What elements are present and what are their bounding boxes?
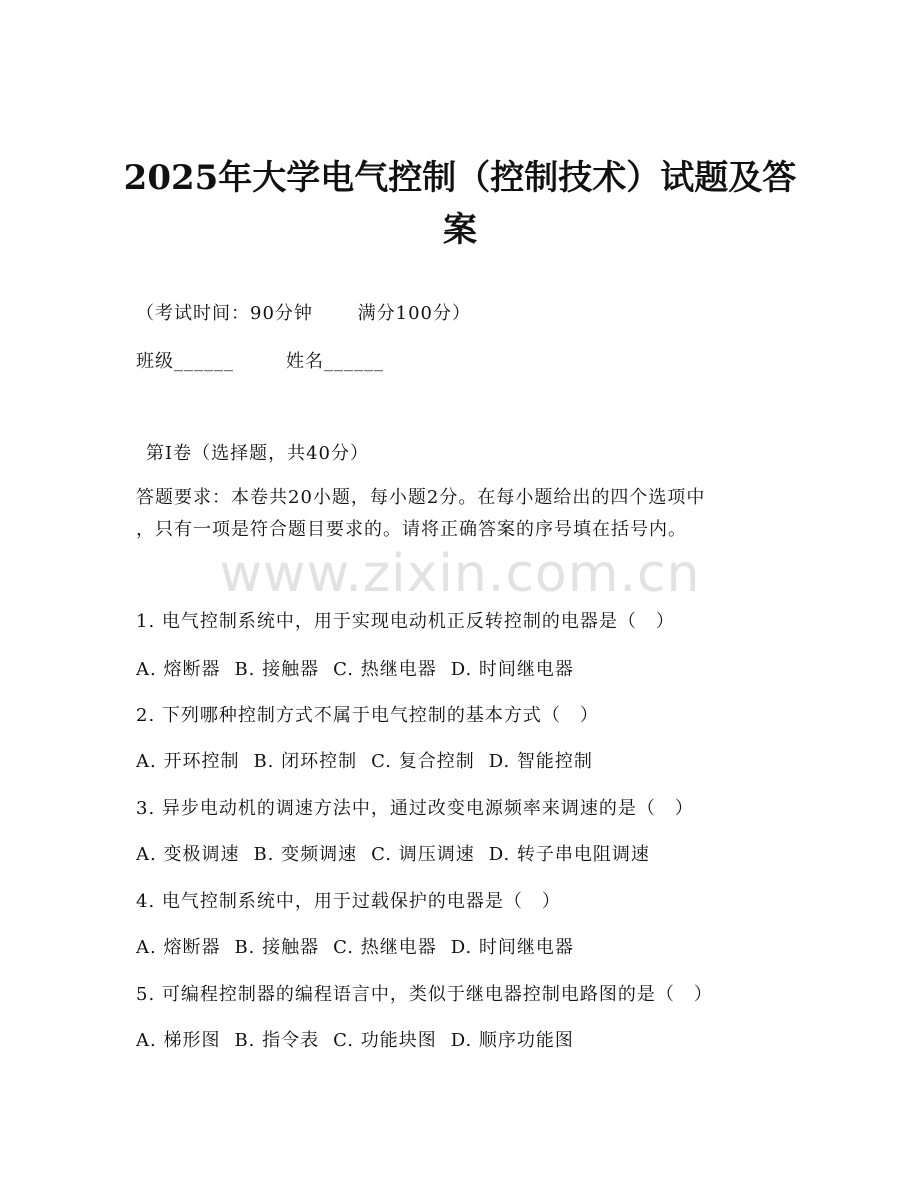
exam-info: （考试时间：90分钟 满分100分） xyxy=(136,303,471,324)
option: A. 变极调速 xyxy=(136,844,240,865)
question-options xyxy=(136,841,650,869)
option: C. 热继电器 xyxy=(333,937,437,958)
option: C. 功能块图 xyxy=(333,1030,437,1051)
option: D. 智能控制 xyxy=(488,751,593,772)
name-field: 姓名______ xyxy=(286,351,384,372)
student-fields xyxy=(136,348,384,376)
question-stem: 4. 电气控制系统中，用于过载保护的电器是（ ） xyxy=(136,891,561,912)
requirement-line-1: 答题要求：本卷共20小题，每小题2分。在每小题给出的四个选项中 xyxy=(136,487,706,508)
question-options xyxy=(136,934,574,962)
question-options xyxy=(136,1027,574,1055)
option: A. 熔断器 xyxy=(136,659,221,680)
document-title xyxy=(100,152,820,256)
option: C. 热继电器 xyxy=(333,659,437,680)
option: B. 指令表 xyxy=(234,1030,320,1051)
option: A. 梯形图 xyxy=(136,1030,221,1051)
class-field: 班级______ xyxy=(136,351,234,372)
option: D. 时间继电器 xyxy=(450,659,574,680)
title-line-2: 案 xyxy=(443,210,477,250)
section-title: 第I卷（选择题，共40分） xyxy=(146,443,370,464)
question-options xyxy=(136,656,574,684)
question-stem: 5. 可编程控制器的编程语言中，类似于继电器控制电路图的是（ ） xyxy=(136,984,713,1005)
option: B. 闭环控制 xyxy=(253,751,358,772)
question-stem: 2. 下列哪种控制方式不属于电气控制的基本方式（ ） xyxy=(136,705,599,726)
option: A. 开环控制 xyxy=(136,751,240,772)
option: C. 复合控制 xyxy=(371,751,475,772)
option: D. 顺序功能图 xyxy=(450,1030,574,1051)
option: B. 接触器 xyxy=(234,937,320,958)
question-options xyxy=(136,748,593,776)
option: B. 变频调速 xyxy=(253,844,358,865)
option: D. 时间继电器 xyxy=(450,937,574,958)
option: D. 转子串电阻调速 xyxy=(488,844,650,865)
question-stem: 3. 异步电动机的调速方法中，通过改变电源频率来调速的是（ ） xyxy=(136,798,694,819)
title-line-1: 2025年大学电气控制（控制技术）试题及答 xyxy=(123,158,797,198)
option: B. 接触器 xyxy=(234,659,320,680)
requirement-line-2: ，只有一项是符合题目要求的。请将正确答案的序号填在括号内。 xyxy=(136,519,687,540)
option: C. 调压调速 xyxy=(371,844,475,865)
option: A. 熔断器 xyxy=(136,937,221,958)
watermark: www.zixin.com.cn xyxy=(219,544,701,604)
question-stem: 1. 电气控制系统中，用于实现电动机正反转控制的电器是（ ） xyxy=(136,611,675,632)
